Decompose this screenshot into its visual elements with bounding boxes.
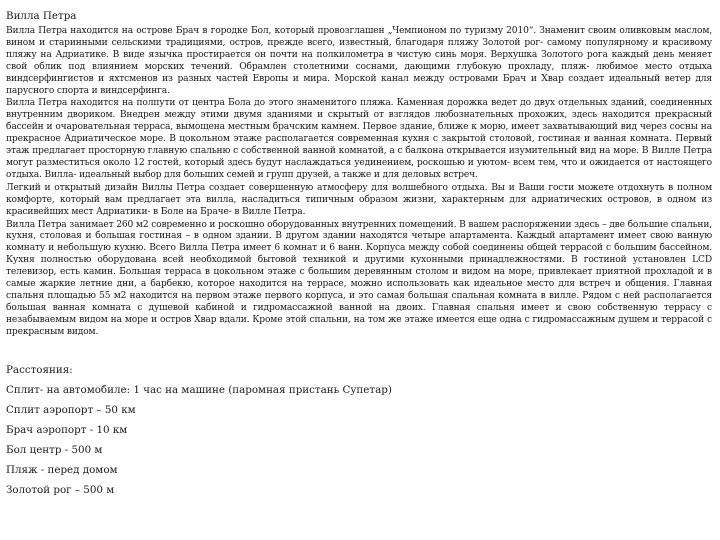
- distance-item: Брач аэропорт - 10 км: [6, 423, 128, 436]
- distances-section: [6, 360, 712, 500]
- distance-item: Бол центр - 500 м: [6, 443, 103, 456]
- distance-item: Сплит аэропорт – 50 км: [6, 403, 136, 416]
- distance-item: Пляж - перед домом: [6, 463, 118, 476]
- distance-item: Сплит- на автомобиле: 1 час на машине (паромная пристань Супетар): [6, 383, 392, 396]
- distances-heading: Расстояния:: [6, 363, 73, 376]
- document-title: Вилла Петра: [6, 10, 77, 22]
- section-spacer: [6, 340, 712, 360]
- paragraph-villa-location: Вилла Петра находится на полпути от центра Бола до этого знаменитого пляжа. Каменная дорожка ведет до двух отдельных зданий, соединенных внутренним двориком. Внедрен между этими двумя зданиями и скрытый от взглядов любознательных прохожих, здесь находится прекрасный бассейн и очаровательная терраса, вымощена местным брачским камнем. Первое здание, ближе к морю, имеет захватывающий вид через сосны на прекрасное Адриатическое море. В цокольном этаже располагается современная кухня с закрытой столовой, гостиная и ванная комната. Первый этаж предлагает просторную главную спальню с собственной ванной комнатой, а с балкона открывается изумительный вид на море. В Вилле Петра могут разместиться около 12 гостей, который здесь будут наслаждаться уединением, роскошью и уютом- всем тем, что и ожидается от настоящего отдыха. Вилла- идеальный выбор для больших семей и групп друзей, а также и для деловых встреч.: [6, 98, 712, 180]
- paragraph-island-intro: Вилла Петра находится на острове Брач в городке Бол, который провозглашен „Чемпионом по туризму 2010“. Знаменит своим оливковым маслом, вином и старинными сельскими традициями, остров, прежде всего, известный, благодаря пляжу Золотой рог- самому популярному и красивому пляжу на Адриатике. В виде язычка простирается он почти на полкилометра в чистую синь моря. Верхушка Золотого рога каждый день меняет свой облик под влиянием морских течений. Обрамлен столетними соснами, дающими глубокую прохладу, пляж- любимое место отдыха виндсерфингистов и яхтсменов из разных частей Европы и мира. Морской канал между островами Брач и Хвар создает идеальный ветер для парусного спорта и виндсерфинга.: [6, 26, 712, 96]
- document-page: [6, 8, 712, 500]
- paragraph-villa-design: Легкий и открытый дизайн Виллы Петра создает совершенную атмосферу для волшебного отдыха. Вы и Ваши гости можете отдохнуть в полном комфорте, который вам предлагает эта вилла, насладиться типичным образом жизни, характерным для адриатических островов, в одном из красивейших мест Адриатики- в Боле на Браче- в Вилле Петра.: [6, 182, 712, 217]
- distance-item: Золотой рог – 500 м: [6, 483, 115, 496]
- paragraph-villa-interior: Вилла Петра занимает 260 м2 современно и роскошно оборудованных внутренних помещений. В вашем распоряжении здесь – две большие спальни, кухня, столовая и большая гостиная – в одном здании. В другом здании находятся четыре апартамента. Каждый апартамент имеет свою ванную комнату и небольшую кухню. Всего Вилла Петра имеет 6 комнат и 6 ванн. Корпуса между собой соединены общей террасой с большим бассейном. Кухня полностью оборудована всей необходимой бытовой техникой и другими кухонными принадлежностями. В гостиной установлен LCD телевизор, есть камин. Большая терраса в цокольном этаже с большим деревянным столом и видом на море, привлекает приятной прохладой и в самые жаркие летние дни, а барбекю, которое находится на террасе, можно использовать как идеальное место для встреч и общения. Главная спальня площадью 55 м2 находится на первом этаже первого корпуса, и это самая большая спальная комната в вилле. Рядом с ней располагается большая ванная комната с душевой кабиной и гидромассажной ванной на двоих. Главная спальня имеет и свою собственную террасу с незабываемым видом на море и остров Хвар вдали. Кроме этой спальни, на том же этаже имеется еще одна с гидромассажным душем и террасой с прекрасным видом.: [6, 219, 712, 337]
